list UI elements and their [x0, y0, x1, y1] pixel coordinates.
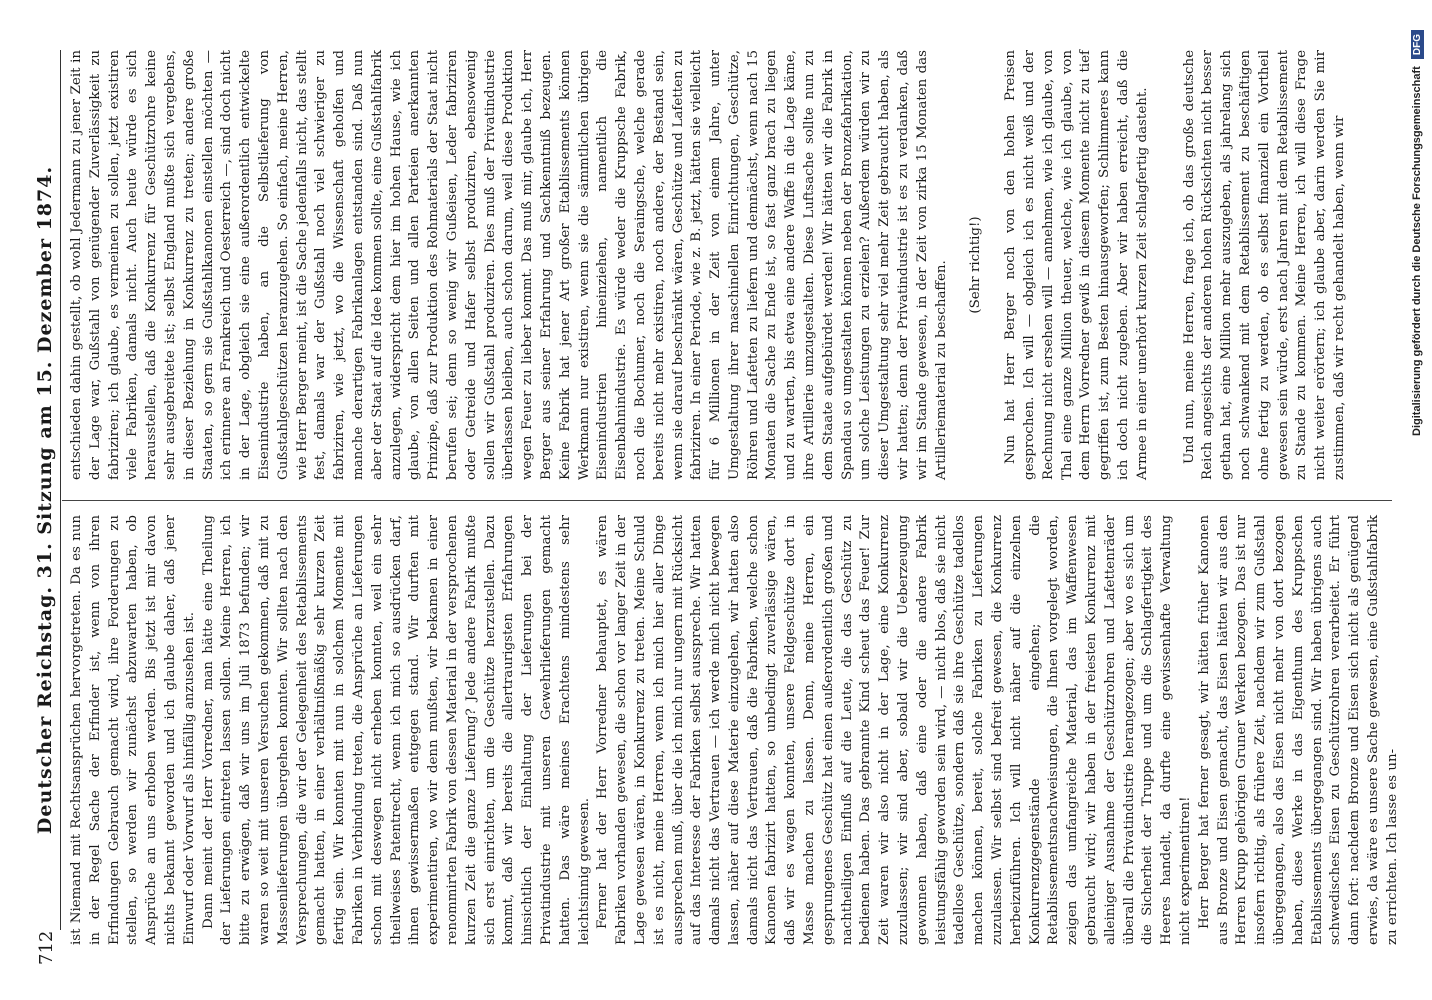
paragraph: Dann meint der Herr Vorredner, man hätte eine Theilung der Lieferungen eintreten lassen sollen. Meine Herren, ich bitte zu erwägen, daß wir uns im Juli 1873 befunden; wir waren so weit mit unseren Versuchen gekommen, daß mit zu Massenlieferungen übergehen konnten. Wir sollten nach den Versprechungen, die wir der Gelegenheit des Retablissements gemacht hatten, in einer verhältnißmäßig sehr kurzen Zeit fertig sein. Wir konnten mit nun in solchem Momente mit Fabriken in Verbindung treten, die Ansprüche an Lieferungen schon mit deswegen nicht erheben konnten, weil ein sehr theilweises Patentrecht, wenn ich mich so ausdrücken darf, ihnen gewissermaßen entgegen stand. Wir durften mit experimentiren, wo wir denn mußten, wir bekamen in einer renommirten Fabrik von dessen Material in der versprochenen kurzen Zeit die ganze Lieferung? Jede andere Fabrik mußte sich erst einrichten, um die Geschütze herzustellen. Dazu kommt, daß wir bereits die allertraurigsten Erfahrungen hinsichtlich der Einhaltung der Lieferungen bei der Privatindustrie mit unseren Gewehrlieferungen gemacht hatten. Das wäre meines Erachtens mindestens sehr leichtsinnig gewesen.: [200, 515, 592, 945]
digitization-note: [1408, 30, 1432, 970]
paragraph: Und nun, meine Herren, frage ich, ob das große deutsche Reich angesichts der anderen hohen Rücksichten nicht besser gethan hat, eine Million mehr auszugeben, als jahrelang sich noch schwankend mit dem Retablissement zu beschäftigen ohne fertig zu werden, ob es selbst finanziell ein Vortheil gewesen sein würde, erst nach Jahren mit dem Retablissement zu Stande zu kommen. Meine Herren, ich will diese Frage nicht weiter erörtern; ich glaube aber, darin werden Sie mir zustimmen, daß wir recht gehandelt haben, wenn wir: [1181, 50, 1347, 480]
paragraph: entschieden dahin gestellt, ob wohl Jedermann zu jener Zeit in der Lage war, Gußstahl von genügender Zuverlässigkeit zu fabriziren; ich glaube, es vermeinen zu sollen, jetzt existiren viele Fabriken, damals nicht. Auch heute würde es sich herausstellen, daß die Konkurrenz für Geschützrohre keine sehr ausgebreitete ist; selbst England mußte sich vergebens, in dieser Beziehung in Konkurrenz zu treten; andere große Staaten, so gern sie Gußstahlkanonen einstellen möchten — ich erinnere an Frankreich und Oesterreich —, sind doch nicht in der Lage, obgleich sie eine außerordentlich entwickelte Eisenindustrie haben, an die Selbstlieferung von Gußstahlgeschützen heranzugehen. So einfach, meine Herren, wie Herr Berger meint, ist die Sache jedenfalls nicht, das stellt fest, damals war der Gußstahl noch viel schwieriger zu fabriziren, wie jetzt, wo die Wissenschaft geholfen und manche derartigen Fabrikanlagen entstanden sind. Daß nun aber der Staat auf die Idee kommen sollte, eine Gußstahlfabrik anzulegen, widerspricht dem hier im hohen Hause, wie ich glaube, von allen Seiten und allen Parteien anerkannten Prinzipe, daß zur Produktion des Rohmaterials der Staat nicht berufen sei; denn so wenig wir Gußeisen, Leder fabriziren oder Getreide und Hafer selbst produziren, ebensowenig sollen wir Gußstahl produziren. Dies muß der Privatindustrie überlassen bleiben, auch schon darum, weil diese Produktion wegen Feuer zu lieber kommt. Das muß mir, glaube ich, Herr Berger aus seiner Erfahrung und Sachkenntniß bezeugen. Keine Fabrik hat jener Art großer Etablissements können Werkmann nur existiren, wenn sie die sämmtlichen übrigen Eisenindustrien hineinziehen, namentlich die Eisenbahnindustrie. Es würde weder die Kruppsche Fabrik, noch die Bochumer, noch die Seraingsche, welche gerade bereits nicht mehr existiren, noch andere, der Bestand sein, wenn sie darauf beschränkt wären, Geschütze und Lafetten zu fabriziren. In einer Periode, wie z. B. jetzt, hätten sie vielleicht für 6 Millionen in der Zeit von einem Jahre, unter Umgestaltung ihrer maschinellen Einrichtungen, Geschütze, Röhren und Lafetten zu liefern und demnächst, wenn nach 15 Monaten die Sache zu Ende ist, so fast ganz brach zu liegen und zu warten, bis etwa eine andere Waffe in die Lage käme, ihre Artillerie umzugestalten. Diese Luftsache sollte nun zu dem Staate aufgebürdet werden! Wir hätten wir die Fabrik in Spandau so umgestalten können neben der Bronzefabrikation, um solche Leistungen zu erzielen? Außerdem würden wir zu dieser Umgestaltung sehr viel mehr Zeit gebraucht haben, als wir hatten; denn der Privatindustrie ist es zu verdanken, daß wir im Stande gewesen, in der Zeit von zirka 15 Monaten das Artilleriematerial zu beschaffen.: [69, 50, 949, 480]
paragraph: Ferner hat der Herr Vorredner behauptet, es wären Fabriken vorhanden gewesen, die schon vor langer Zeit in der Lage gewesen wären, in Konkurrenz zu treten. Meine Schuld ist es nicht, meine Herren, wenn ich mich hier aller Dinge aussprechen muß, über die ich mich nur ungern mit Rücksicht auf das Interesse der Fabriken selbst ausspreche. Wir hatten damals nicht das Vertrauen — ich werde mich nicht bewegen lassen, näher auf diese Materie einzugehen, wir hatten also damals nicht das Vertrauen, daß die Fabriken, welche schon Kanonen fabrizirt hatten, so unbedingt zuverlässige wären, daß wir es wagen konnten, unsere Feldgeschütze dort in Masse machen zu lassen. Denn, meine Herren, ein gesprungenes Geschütz hat einen außerordentlich großen und nachtheiligen Einfluß auf die Leute, die das Geschütz zu bedienen haben. Das gebrannte Kind scheut das Feuer! Zur Zeit waren wir also nicht in der Lage, eine Konkurrenz zuzulassen; wir sind aber, sobald wir die Ueberzeugung gewonnen haben, daß eine oder die andere Fabrik leistungsfähig geworden sein wird, — nicht blos, daß sie nicht tadellose Geschütze, sondern daß sie ihre Geschütze tadellos machen können, bereit, solche Fabriken zu Lieferungen zuzulassen. Wir selbst sind befreit gewesen, die Konkurrenz herbeizuführen. Ich will nicht näher auf die einzelnen Konkurrenzgegenstände eingehen; die Retablissementsnachweisungen, die Ihnen vorgelegt worden, zeigen das umfangreiche Material, das im Waffenwesen gebraucht wird; wir haben in der freiesten Konkurrenz mit alleiniger Ausnahme der Geschützrohren und Lafettenräder überall die Privatindustrie herangezogen; aber wo es sich um die Sicherheit der Truppe und um die Schlagfertigkeit des Heeres handelt, da durfte eine gewissenhafte Verwaltung nicht experimentiren!: [595, 515, 1194, 945]
paragraph: ist Niemand mit Rechtsansprüchen hervorgetreten. Da es nun in der Regel Sache der Erfinder ist, wenn von ihren Erfindungen Gebrauch gemacht wird, ihre Forderungen zu stellen, so werden wir zunächst abzuwarten haben, ob Ansprüche an uns erhoben werden. Bis jetzt ist mir davon nichts bekannt geworden und ich glaube daher, daß jener Einwurf oder Vorwurf als hinfällig anzusehen ist.: [69, 515, 197, 945]
left-column: [68, 515, 1403, 945]
column-divider: [62, 500, 1392, 501]
paragraph-gap: [1153, 50, 1181, 480]
header-rule: [60, 50, 61, 930]
dfg-logo: DFG: [1411, 30, 1424, 59]
interjection: (Sehr richtig!): [968, 216, 984, 314]
paragraph: Herr Berger hat ferner gesagt, wir hätten früher Kanonen aus Bronze und Eisen gemacht, das Eisen hätten wir aus den Herren Krupp gehörigen Gruner Werken bezogen. Das ist nur insofern richtig, als frühere Zeit, nachdem wir zum Gußstahl übergegangen, also das Eisen nicht mehr von dort bezogen haben, diese Werke in das Eigenthum des Kruppschen Etablissements übergegangen sind. Wir haben übrigens auch schwedisches Eisen zu Geschützrohren verarbeitet. Er führt dann fort: nachdem Bronze und Eisen sich nicht als genügend erwies, da wäre es unsere Sache gewesen, eine Gußstahlfabrik zu errichten. Ich lasse es un-: [1196, 515, 1400, 945]
digitization-credit: Digitalisierung gefördert durch die Deutsche Forschungsgemeinschaft: [1411, 66, 1423, 436]
paragraph: Nun hat Herr Berger noch von den hohen Preisen gesprochen. Ich will — obgleich ich es nicht weiß und der Rechnung nicht ersehen will — annehmen, wie ich glaube, von Thal eine ganze Million theuer, welche, wie ich glaube, von dem Herrn Vorredner gewiß in diesem Momente nicht zu tief gegriffen ist, zum Besten hinausgeworfen; Schlimmeres kann ich doch nicht zugeben. Aber wir haben erreicht, daß die Armee in einer unerhört kurzen Zeit schlagfertig dasteht.: [1003, 50, 1150, 480]
right-column: [68, 50, 1350, 480]
page-number: 712: [36, 930, 57, 965]
running-title: Deutscher Reichstag. 31. Sitzung am 15. Dezember 1874.: [34, 165, 56, 835]
